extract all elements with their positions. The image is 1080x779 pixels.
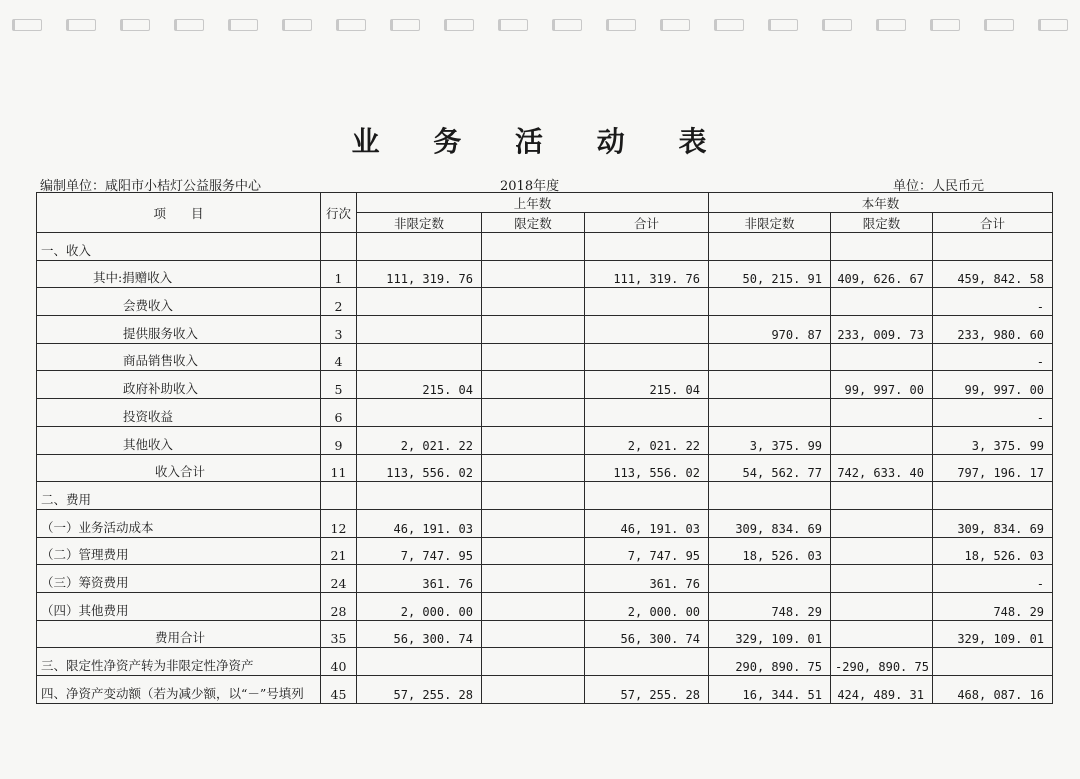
- cell-this-total: [933, 648, 1053, 676]
- cell-prev-unrestricted: [357, 316, 482, 344]
- row-number: 24: [321, 565, 357, 593]
- cell-this-unrestricted: 16, 344. 51: [709, 676, 831, 704]
- header-item: 项 目: [37, 193, 321, 233]
- cell-prev-total: [585, 343, 709, 371]
- cell-prev-unrestricted: [357, 343, 482, 371]
- cell-prev-restricted: [482, 648, 585, 676]
- row-number: 4: [321, 343, 357, 371]
- cell-this-unrestricted: [709, 233, 831, 261]
- cell-this-total: 18, 526. 03: [933, 537, 1053, 565]
- row-number: 21: [321, 537, 357, 565]
- cell-prev-unrestricted: 215. 04: [357, 371, 482, 399]
- activity-table: [36, 192, 1053, 704]
- row-label: 三、限定性净资产转为非限定性净资产: [37, 648, 321, 676]
- header-row-no: 行次: [321, 193, 357, 233]
- row-label: 收入合计: [37, 454, 321, 482]
- header-this-year: 本年数: [709, 193, 1053, 213]
- cell-prev-unrestricted: 2, 000. 00: [357, 592, 482, 620]
- cell-prev-total: [585, 316, 709, 344]
- table-row: [37, 565, 1053, 593]
- table-row: [37, 454, 1053, 482]
- cell-this-restricted: [831, 620, 933, 648]
- cell-prev-restricted: [482, 454, 585, 482]
- cell-prev-total: [585, 399, 709, 427]
- cell-this-restricted: [831, 288, 933, 316]
- row-number: 5: [321, 371, 357, 399]
- cell-this-restricted: [831, 482, 933, 510]
- cell-prev-restricted: [482, 426, 585, 454]
- cell-prev-restricted: [482, 288, 585, 316]
- table-row: [37, 371, 1053, 399]
- cell-this-restricted: 99, 997. 00: [831, 371, 933, 399]
- year-label: 2018年度: [500, 179, 560, 194]
- header-prev-total: 合计: [585, 213, 709, 233]
- table-row: [37, 648, 1053, 676]
- cell-this-restricted: 742, 633. 40: [831, 454, 933, 482]
- table-row: [37, 509, 1053, 537]
- cell-this-total: -: [933, 288, 1053, 316]
- cell-prev-total: 2, 021. 22: [585, 426, 709, 454]
- cell-this-restricted: [831, 509, 933, 537]
- cell-prev-restricted: [482, 233, 585, 261]
- row-number: 12: [321, 509, 357, 537]
- cell-this-total: -: [933, 343, 1053, 371]
- row-number: 28: [321, 592, 357, 620]
- cell-this-restricted: [831, 233, 933, 261]
- cell-prev-unrestricted: 113, 556. 02: [357, 454, 482, 482]
- cell-prev-unrestricted: [357, 399, 482, 427]
- page-title: 业 务 活 动 表: [351, 125, 729, 158]
- row-number: 6: [321, 399, 357, 427]
- cell-this-unrestricted: 18, 526. 03: [709, 537, 831, 565]
- cell-prev-restricted: [482, 371, 585, 399]
- row-label: 四、净资产变动额（若为减少额，以“－”号填列: [37, 676, 321, 704]
- cell-this-unrestricted: [709, 343, 831, 371]
- cell-this-unrestricted: [709, 371, 831, 399]
- row-label: 其他收入: [37, 426, 321, 454]
- cell-this-unrestricted: [709, 288, 831, 316]
- cell-prev-total: 56, 300. 74: [585, 620, 709, 648]
- cell-prev-restricted: [482, 482, 585, 510]
- row-number: 35: [321, 620, 357, 648]
- table-row: [37, 316, 1053, 344]
- cell-this-unrestricted: 290, 890. 75: [709, 648, 831, 676]
- row-label: 二、费用: [37, 482, 321, 510]
- row-number: 1: [321, 260, 357, 288]
- header-prev-year: 上年数: [357, 193, 709, 213]
- cell-prev-total: 215. 04: [585, 371, 709, 399]
- cell-this-total: 329, 109. 01: [933, 620, 1053, 648]
- row-label: 一、收入: [37, 233, 321, 261]
- cell-prev-total: 361. 76: [585, 565, 709, 593]
- header-prev-restricted: 限定数: [482, 213, 585, 233]
- table-row: [37, 288, 1053, 316]
- cell-this-total: 459, 842. 58: [933, 260, 1053, 288]
- cell-prev-restricted: [482, 509, 585, 537]
- row-number: 40: [321, 648, 357, 676]
- cell-prev-unrestricted: [357, 233, 482, 261]
- header-this-total: 合计: [933, 213, 1053, 233]
- table-row: [37, 676, 1053, 704]
- cell-prev-total: [585, 288, 709, 316]
- table-row: [37, 399, 1053, 427]
- cell-prev-unrestricted: 46, 191. 03: [357, 509, 482, 537]
- cell-this-unrestricted: 54, 562. 77: [709, 454, 831, 482]
- cell-this-total: 468, 087. 16: [933, 676, 1053, 704]
- row-label: （三）筹资费用: [37, 565, 321, 593]
- cell-prev-total: 113, 556. 02: [585, 454, 709, 482]
- cell-prev-unrestricted: [357, 288, 482, 316]
- row-number: [321, 482, 357, 510]
- cell-this-unrestricted: [709, 565, 831, 593]
- cell-this-total: 233, 980. 60: [933, 316, 1053, 344]
- cell-this-restricted: [831, 343, 933, 371]
- table-row: [37, 426, 1053, 454]
- cell-this-unrestricted: 3, 375. 99: [709, 426, 831, 454]
- cell-prev-unrestricted: [357, 482, 482, 510]
- row-label: 费用合计: [37, 620, 321, 648]
- row-number: 9: [321, 426, 357, 454]
- cell-this-total: -: [933, 399, 1053, 427]
- cell-prev-total: 46, 191. 03: [585, 509, 709, 537]
- row-label: （四）其他费用: [37, 592, 321, 620]
- table-row: [37, 233, 1053, 261]
- cell-prev-unrestricted: 57, 255. 28: [357, 676, 482, 704]
- row-number: 11: [321, 454, 357, 482]
- cell-prev-total: [585, 233, 709, 261]
- table-body: [37, 233, 1053, 704]
- cell-this-restricted: [831, 592, 933, 620]
- cell-prev-unrestricted: 111, 319. 76: [357, 260, 482, 288]
- cell-this-restricted: -290, 890. 75: [831, 648, 933, 676]
- cell-prev-total: 57, 255. 28: [585, 676, 709, 704]
- cell-prev-restricted: [482, 316, 585, 344]
- cell-this-unrestricted: 748. 29: [709, 592, 831, 620]
- cell-this-total: -: [933, 565, 1053, 593]
- table-row: [37, 537, 1053, 565]
- cell-prev-total: 111, 319. 76: [585, 260, 709, 288]
- cell-this-unrestricted: [709, 482, 831, 510]
- cell-this-total: 99, 997. 00: [933, 371, 1053, 399]
- unit-label: 单位：人民币元: [893, 179, 985, 194]
- cell-this-restricted: [831, 426, 933, 454]
- row-label: 会费收入: [37, 288, 321, 316]
- cell-prev-total: 2, 000. 00: [585, 592, 709, 620]
- row-label: （一）业务活动成本: [37, 509, 321, 537]
- table-row: [37, 592, 1053, 620]
- row-label: 投资收益: [37, 399, 321, 427]
- header-prev-unrestricted: 非限定数: [357, 213, 482, 233]
- table-row: [37, 620, 1053, 648]
- row-number: 3: [321, 316, 357, 344]
- punch-hole-strip: [0, 14, 1080, 36]
- org-label: 编制单位：咸阳市小桔灯公益服务中心: [40, 179, 262, 194]
- cell-prev-restricted: [482, 565, 585, 593]
- row-number: [321, 233, 357, 261]
- cell-prev-unrestricted: 2, 021. 22: [357, 426, 482, 454]
- cell-prev-unrestricted: 7, 747. 95: [357, 537, 482, 565]
- cell-prev-restricted: [482, 343, 585, 371]
- cell-this-total: 3, 375. 99: [933, 426, 1053, 454]
- row-number: 2: [321, 288, 357, 316]
- table-row: [37, 260, 1053, 288]
- cell-prev-restricted: [482, 592, 585, 620]
- cell-this-restricted: [831, 399, 933, 427]
- cell-prev-restricted: [482, 620, 585, 648]
- cell-this-unrestricted: [709, 399, 831, 427]
- cell-this-total: 309, 834. 69: [933, 509, 1053, 537]
- cell-this-unrestricted: 50, 215. 91: [709, 260, 831, 288]
- cell-this-total: 748. 29: [933, 592, 1053, 620]
- cell-this-restricted: 409, 626. 67: [831, 260, 933, 288]
- header-this-restricted: 限定数: [831, 213, 933, 233]
- cell-this-unrestricted: 329, 109. 01: [709, 620, 831, 648]
- cell-this-total: [933, 482, 1053, 510]
- header-this-unrestricted: 非限定数: [709, 213, 831, 233]
- cell-this-unrestricted: 970. 87: [709, 316, 831, 344]
- row-label: 提供服务收入: [37, 316, 321, 344]
- cell-prev-unrestricted: [357, 648, 482, 676]
- cell-this-total: [933, 233, 1053, 261]
- cell-prev-unrestricted: 361. 76: [357, 565, 482, 593]
- row-label: （二）管理费用: [37, 537, 321, 565]
- cell-this-total: 797, 196. 17: [933, 454, 1053, 482]
- row-label: 商品销售收入: [37, 343, 321, 371]
- cell-this-restricted: [831, 565, 933, 593]
- row-label: 其中:捐赠收入: [37, 260, 321, 288]
- cell-prev-restricted: [482, 260, 585, 288]
- cell-prev-total: 7, 747. 95: [585, 537, 709, 565]
- cell-prev-restricted: [482, 537, 585, 565]
- table-row: [37, 343, 1053, 371]
- cell-prev-restricted: [482, 399, 585, 427]
- cell-this-restricted: [831, 537, 933, 565]
- cell-prev-total: [585, 482, 709, 510]
- cell-prev-restricted: [482, 676, 585, 704]
- row-label: 政府补助收入: [37, 371, 321, 399]
- cell-this-restricted: 233, 009. 73: [831, 316, 933, 344]
- row-number: 45: [321, 676, 357, 704]
- cell-this-restricted: 424, 489. 31: [831, 676, 933, 704]
- cell-prev-total: [585, 648, 709, 676]
- cell-this-unrestricted: 309, 834. 69: [709, 509, 831, 537]
- table-row: [37, 482, 1053, 510]
- cell-prev-unrestricted: 56, 300. 74: [357, 620, 482, 648]
